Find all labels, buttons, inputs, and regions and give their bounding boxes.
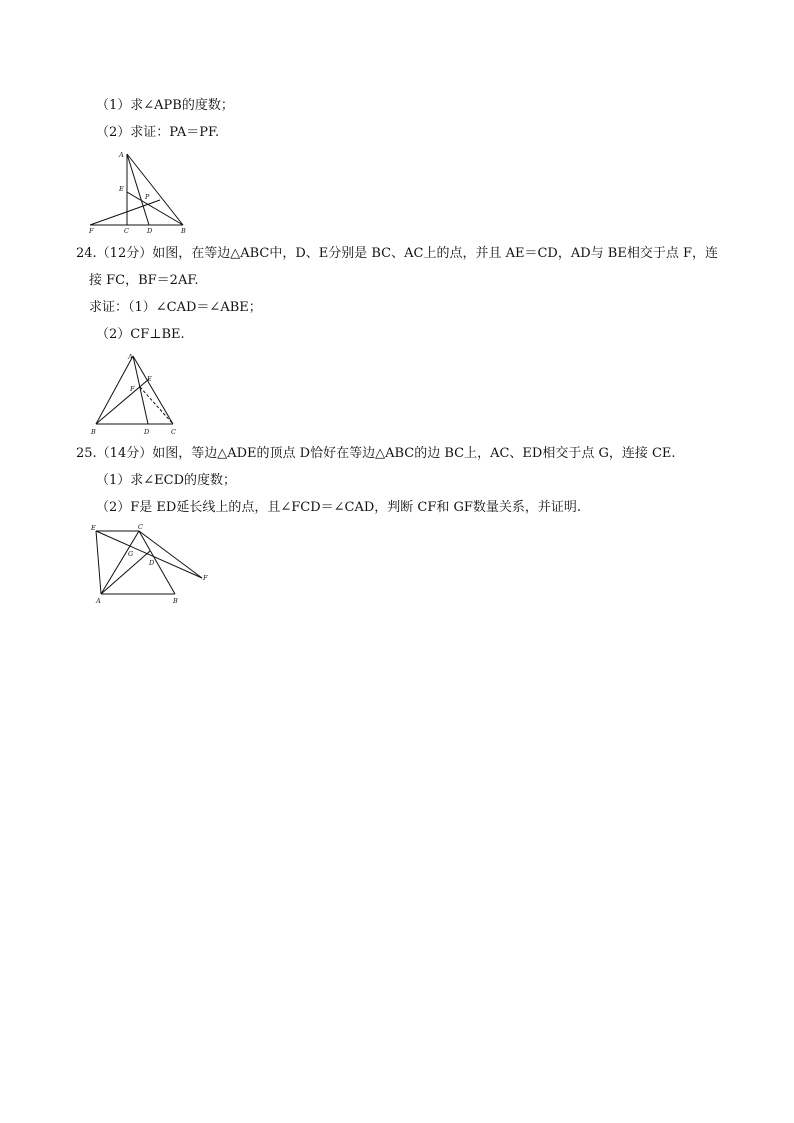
problem23-figure [86,148,190,234]
p24-label-E: E [147,375,152,383]
p25-label-C: C [138,523,143,531]
p24-label-B: B [91,428,96,436]
p24-label-A: A [128,353,133,361]
problem25-part2: （2）F是 ED延长线上的点，且∠FCD＝∠CAD，判断 CF和 GF数量关系，并证明. [96,500,582,515]
p23-label-F: F [89,227,94,235]
p23-segment-FP [90,200,160,225]
problem24-stem-line1: 24.（12分）如图，在等边△ABC中，D、E分别是 BC、AC上的点，并且 AE＝CD，AD与 BE相交于点 F，连 [76,246,718,261]
p25-segment-EA [96,531,101,594]
p25-segment-AD [101,551,150,594]
p24-segment-BE [96,379,149,424]
problem24-part2: （2）CF⊥BE. [96,327,185,342]
p24-label-F: F [130,385,135,393]
problem23-part1: （1）求∠APB的度数； [96,98,234,113]
p24-segment-AC [133,356,173,424]
p23-segment-AB [127,154,183,225]
p23-label-P: P [145,193,150,201]
problem25-stem: 25.（14分）如图，等边△ADE的顶点 D恰好在等边△ABC的边 BC上，AC、ED相交于点 G，连接 CE. [76,446,676,461]
p25-segment-AC [101,531,139,594]
p25-label-G: G [128,550,134,558]
p23-label-C: C [124,227,129,235]
problem24-stem-line2: 接 FC，BF＝2AF. [89,273,199,288]
problem23-part2: （2）求证：PA＝PF. [96,125,220,140]
p24-segment-AB [96,356,133,424]
problem25-part1: （1）求∠ECD的度数； [96,473,237,488]
p25-label-E: E [91,524,96,532]
problem24-prove-line: 求证：（1）∠CAD＝∠ABE； [89,300,262,315]
p24-label-D: D [144,428,150,436]
problem24-figure [86,350,186,436]
p24-label-C: C [171,428,176,436]
p25-label-A: A [96,597,101,605]
p23-segment-AD [127,154,149,225]
p23-label-A: A [119,151,124,159]
p23-label-D: D [147,227,153,235]
p25-label-F: F [203,574,208,582]
problem25-figure [86,522,212,606]
p23-label-E: E [119,185,124,193]
p25-segment-CB [139,531,175,594]
p25-label-D: D [149,559,155,567]
p24-segment-AD [133,356,148,424]
p24-segment-FC [140,387,173,424]
p25-label-B: B [173,597,178,605]
p23-label-B: B [181,227,186,235]
